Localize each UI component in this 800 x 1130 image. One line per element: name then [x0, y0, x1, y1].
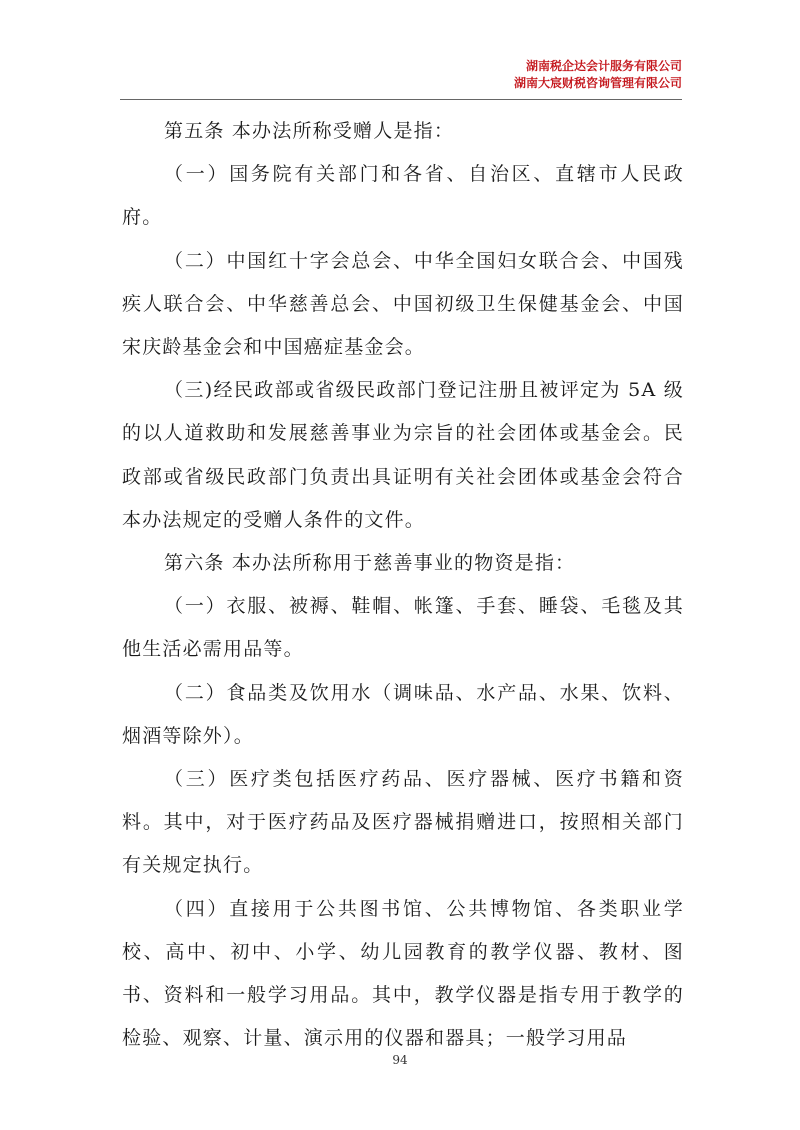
header-company-name-1: 湖南税企达会计服务有限公司 [525, 59, 682, 73]
article-5-item-1: （一）国务院有关部门和各省、自治区、直辖市人民政府。 [122, 163, 684, 229]
article-5-heading: 第五条 本办法所称受赠人是指： [164, 120, 455, 142]
article-6-item-1: （一）衣服、被褥、鞋帽、帐篷、手套、睡袋、毛毯及其他生活必需用品等。 [122, 595, 684, 661]
article-6-item-3: （三）医疗类包括医疗药品、医疗器械、医疗书籍和资料。其中，对于医疗药品及医疗器械捐赠进口，按照相关部门有关规定执行。 [122, 768, 684, 877]
article-5-item-2: （二）中国红十字会总会、中华全国妇女联合会、中国残疾人联合会、中华慈善总会、中国初级卫生保健基金会、中国宋庆龄基金会和中国癌症基金会。 [122, 249, 684, 359]
article-6-item-4: （四）直接用于公共图书馆、公共博物馆、各类职业学校、高中、初中、小学、幼儿园教育的教学仪器、教材、图书、资料和一般学习用品。其中，教学仪器是指专用于教学的检验、观察、计量、演示用的仪器和器具；一般学习用品 [122, 897, 684, 1050]
page-number: 94 [392, 1053, 408, 1067]
header-company-name-2: 湖南大宸财税咨询管理有限公司 [513, 76, 682, 90]
article-6-item-2: （二）食品类及饮用水（调味品、水产品、水果、饮料、烟酒等除外）。 [122, 681, 684, 747]
header-divider [120, 99, 682, 100]
document-body [122, 110, 684, 1060]
article-5-item-3: （三)经民政部或省级民政部门登记注册且被评定为 5A 级的以人道救助和发展慈善事业为宗旨的社会团体或基金会。民政部或省级民政部门负责出具证明有关社会团体或基金会符合本办法规定的受赠人条件的文件。 [122, 379, 684, 531]
article-6-heading: 第六条 本办法所称用于慈善事业的物资是指： [164, 552, 576, 575]
page-header [514, 58, 682, 92]
